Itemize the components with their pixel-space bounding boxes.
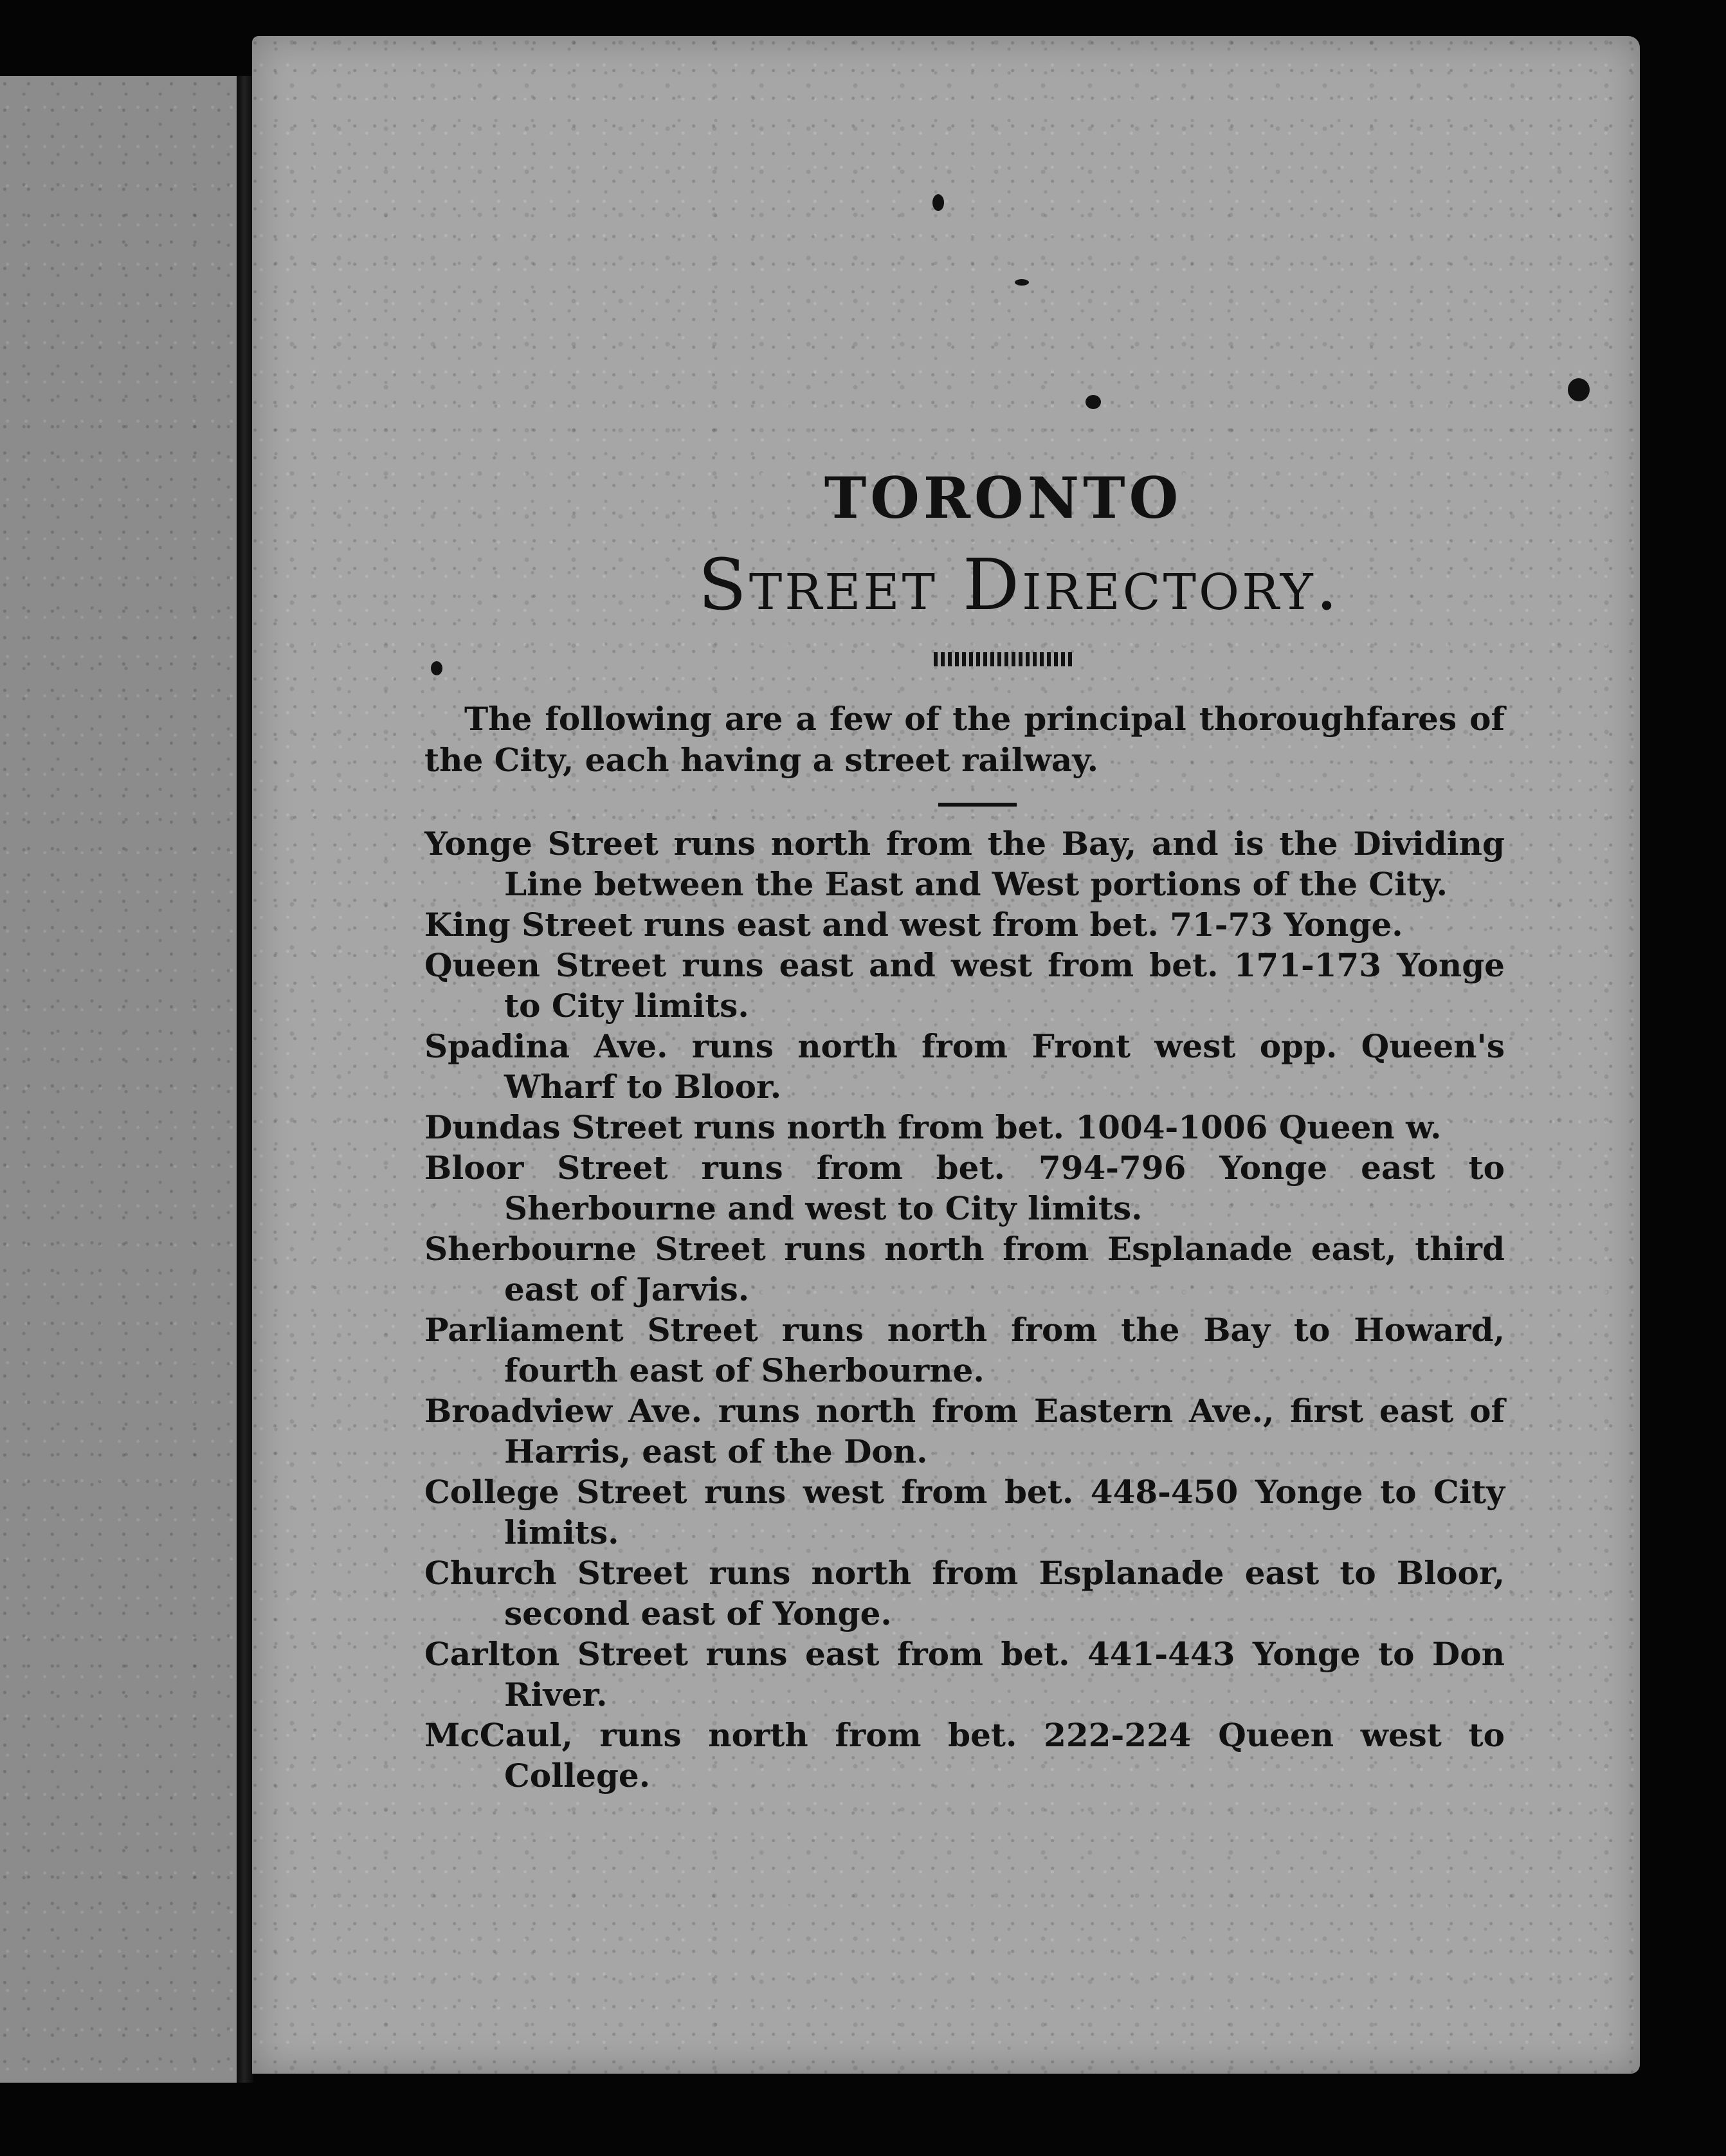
ink-speck bbox=[1015, 279, 1029, 286]
street-entry: Carlton Street runs east from bet. 441-443 Yonge to Don River. bbox=[424, 1634, 1505, 1713]
page-content bbox=[424, 435, 1505, 1796]
street-entries bbox=[424, 823, 1505, 1796]
street-entry: Broadview Ave. runs north from Eastern Ave., first east of Harris, east of the Don. bbox=[424, 1391, 1505, 1470]
street-entry: College Street runs west from bet. 448-450 Yonge to City limits. bbox=[424, 1472, 1505, 1551]
street-entry: King Street runs east and west from bet. 71-73 Yonge. bbox=[424, 905, 1403, 944]
book-gutter bbox=[237, 76, 253, 2083]
ornament-divider bbox=[934, 652, 1073, 666]
street-entry: Parliament Street runs north from the Bay to Howard, fourth east of Sherbourne. bbox=[424, 1310, 1505, 1389]
intro-paragraph: The following are a few of the principal thoroughfares of the City, each having a street railway. bbox=[424, 699, 1505, 779]
page-subtitle: Street Directory. bbox=[698, 543, 1341, 626]
street-entry: Queen Street runs east and west from bet. 171-173 Yonge to City limits. bbox=[424, 946, 1505, 1025]
street-entry: Church Street runs north from Esplanade east to Bloor, second east of Yonge. bbox=[424, 1553, 1505, 1632]
ink-speck bbox=[932, 194, 944, 211]
directory-page bbox=[252, 36, 1640, 2074]
ink-speck bbox=[1568, 378, 1590, 401]
street-entry: Bloor Street runs from bet. 794-796 Yonge east to Sherbourne and west to City limits. bbox=[424, 1148, 1505, 1227]
street-entry: Yonge Street runs north from the Bay, and is the Dividing Line between the East and West portions of the City. bbox=[424, 824, 1505, 903]
facing-page bbox=[0, 76, 239, 2083]
street-entry: Sherbourne Street runs north from Esplanade east, third east of Jarvis. bbox=[424, 1229, 1505, 1308]
page-title: TORONTO bbox=[824, 464, 1183, 531]
street-entry: McCaul, runs north from bet. 222-224 Queen west to College. bbox=[424, 1715, 1505, 1795]
ink-speck bbox=[1086, 395, 1101, 409]
street-entry: Spadina Ave. runs north from Front west opp. Queen's Wharf to Bloor. bbox=[424, 1027, 1505, 1106]
section-rule bbox=[938, 803, 1017, 807]
street-entry: Dundas Street runs north from bet. 1004-1006 Queen w. bbox=[424, 1108, 1442, 1146]
